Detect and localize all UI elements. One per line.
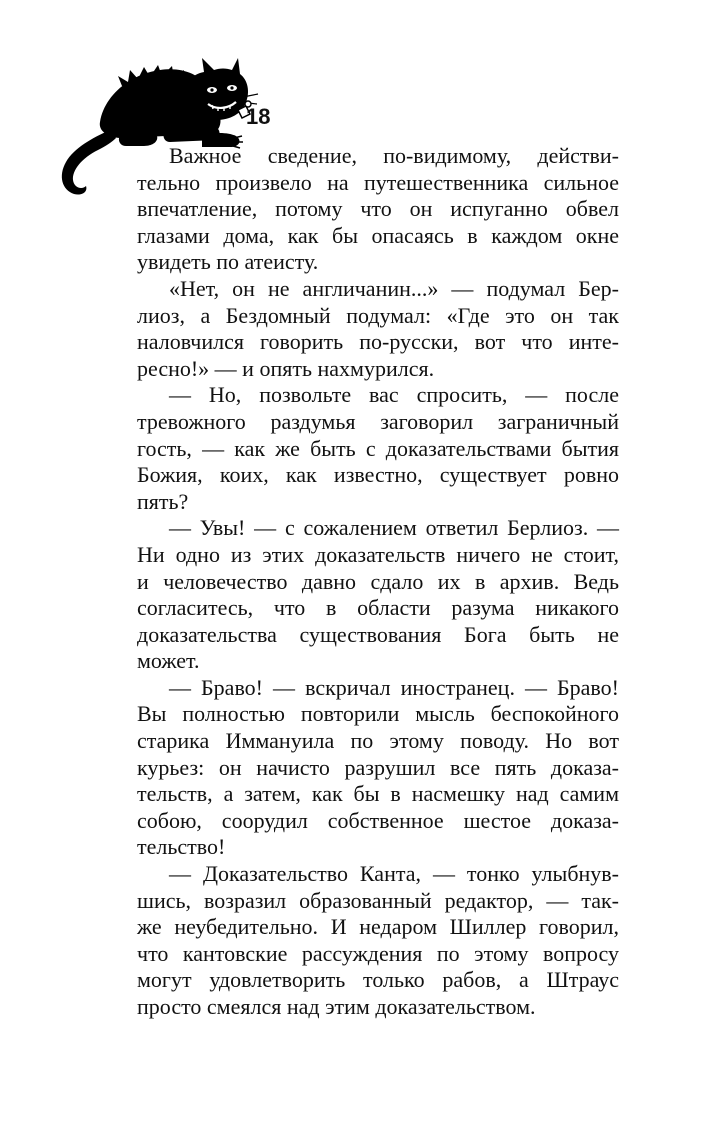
text-line: тельств, а затем, как бы в насмешку над самим — [137, 781, 619, 807]
text-line: что кантовские рассуждения по этому вопросу — [137, 940, 619, 966]
text-line: собою, соорудил собственное шестое доказа- — [137, 807, 619, 833]
text-line: — Браво! — вскричал иностранец. — Браво! — [169, 674, 619, 700]
paragraph — [137, 515, 619, 675]
text-line: тельство! — [137, 834, 226, 860]
text-line: ресно!» — и опять нахмурился. — [137, 355, 435, 381]
text-line: и человечество давно сдало их в архив. Ведь — [137, 568, 619, 594]
text-line: просто смеялся над этим доказательством. — [137, 994, 536, 1019]
text-line: шись, возразил образованный редактор, — так- — [137, 887, 619, 913]
text-line: курьез: он начисто разрушил все пять доказа- — [137, 754, 619, 780]
body-text — [137, 143, 619, 1021]
text-line: наловчился говорить по-русски, вот что инте- — [137, 329, 619, 355]
text-line: гость, — как же быть с доказательствами бытия — [137, 435, 619, 461]
text-line: Божия, коих, как известно, существует ровно — [137, 462, 619, 488]
paragraph — [137, 861, 619, 1021]
text-line: тревожного раздумья заговорил заграничный — [137, 408, 619, 434]
text-line: впечатление, потому что он испуганно обвел — [137, 196, 619, 222]
paragraph — [137, 143, 619, 276]
text-line: доказательства существования Бога быть не — [137, 621, 619, 647]
text-line: Вы полностью повторили мысль беспокойного — [137, 701, 619, 727]
text-line: лиоз, а Бездомный подумал: «Где это он так — [137, 302, 619, 328]
text-line: Ни одно из этих доказательств ничего не стоит, — [137, 541, 619, 567]
text-line: — Увы! — с сожалением ответил Берлиоз. — — [169, 515, 619, 541]
paragraph — [137, 276, 619, 382]
text-line: увидеть по атеисту. — [137, 249, 319, 275]
text-line: согласитесь, что в области разума никакого — [137, 595, 619, 621]
paragraph — [137, 382, 619, 515]
text-line: тельно произвело на путешественника сильное — [137, 169, 619, 195]
text-line: «Нет, он не англичанин...» — подумал Бер- — [169, 275, 619, 301]
text-line: могут удовлетворить только рабов, а Штраус — [137, 967, 619, 993]
page-number: 18 — [246, 104, 271, 129]
text-line: глазами дома, как бы опасаясь в каждом окне — [137, 222, 619, 248]
text-line: может. — [137, 648, 200, 674]
text-line: — Доказательство Канта, — тонко улыбнув- — [169, 861, 619, 887]
text-line: старика Иммануила по этому поводу. Но вот — [137, 728, 619, 754]
text-line: — Но, позвольте вас спросить, — после — [169, 382, 619, 408]
paragraph — [137, 675, 619, 861]
text-line: же неубедительно. И недаром Шиллер говорил, — [137, 914, 619, 940]
text-line: Важное сведение, по-видимому, действи- — [169, 143, 619, 168]
text-line: пять? — [137, 488, 189, 514]
